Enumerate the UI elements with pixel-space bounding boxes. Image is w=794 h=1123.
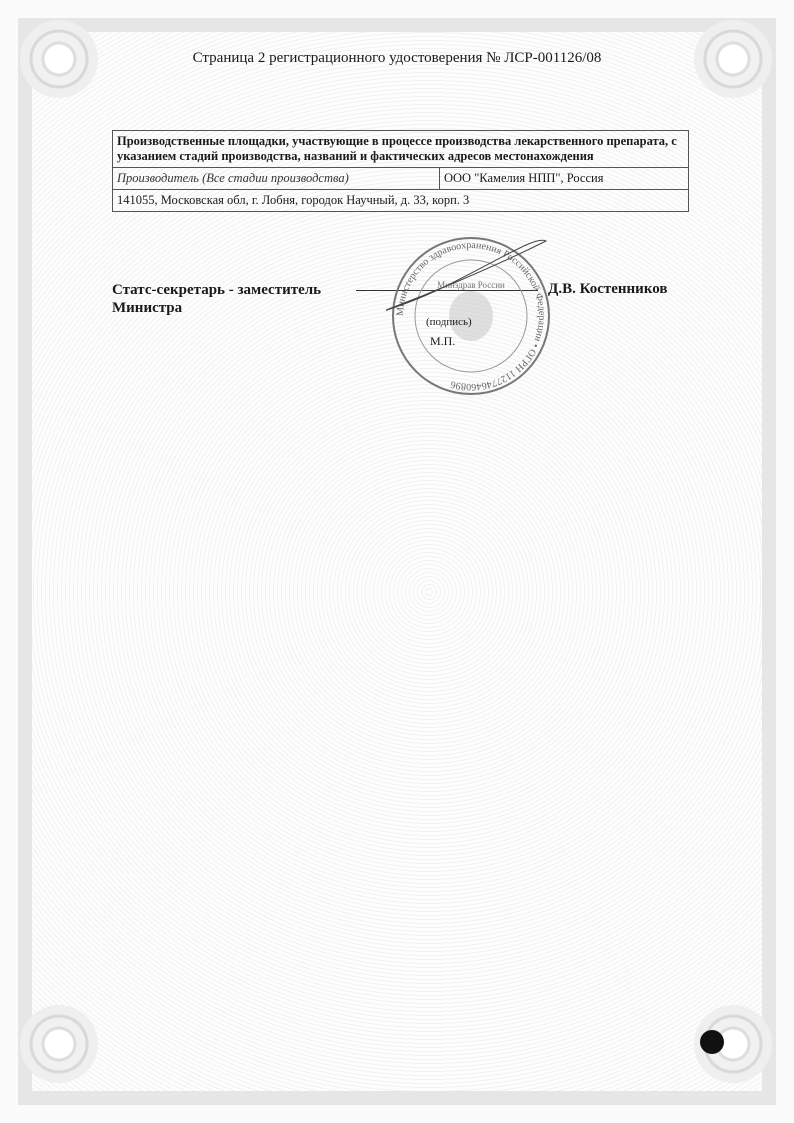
stamp-text: Министерство здравоохранения Российской Федерации • ОГРН 1127746460896 [394, 239, 548, 393]
signatory-name: Д.В. Костенников [548, 281, 668, 297]
corner-rosette [20, 1005, 98, 1083]
manufacturer-role: Производитель (Все стадии производства) [113, 168, 440, 190]
manufacturer-name: ООО "Камелия НПП", Россия [440, 168, 689, 190]
position-line-1: Статс-секретарь - заместитель [112, 282, 322, 298]
position-line-2: Министра [112, 300, 183, 316]
production-sites-table [112, 130, 689, 212]
manufacturer-address: 141055, Московская обл, г. Лобня, городок Научный, д. 33, корп. 3 [113, 190, 689, 212]
seal-caption: М.П. [430, 334, 456, 348]
stamp-inner-text: Минздрав России [437, 280, 505, 290]
signature-caption: (подпись) [426, 316, 472, 328]
page-header: Страница 2 регистрационного удостоверения № ЛСР-001126/08 [192, 50, 602, 66]
signatory-position [112, 281, 321, 317]
hole-punch-mark [700, 1030, 724, 1054]
table-heading: Производственные площадки, участвующие в процессе производства лекарственного препарата, с указанием стадий производства, названий и фактических адресов местонахождения [113, 131, 689, 168]
